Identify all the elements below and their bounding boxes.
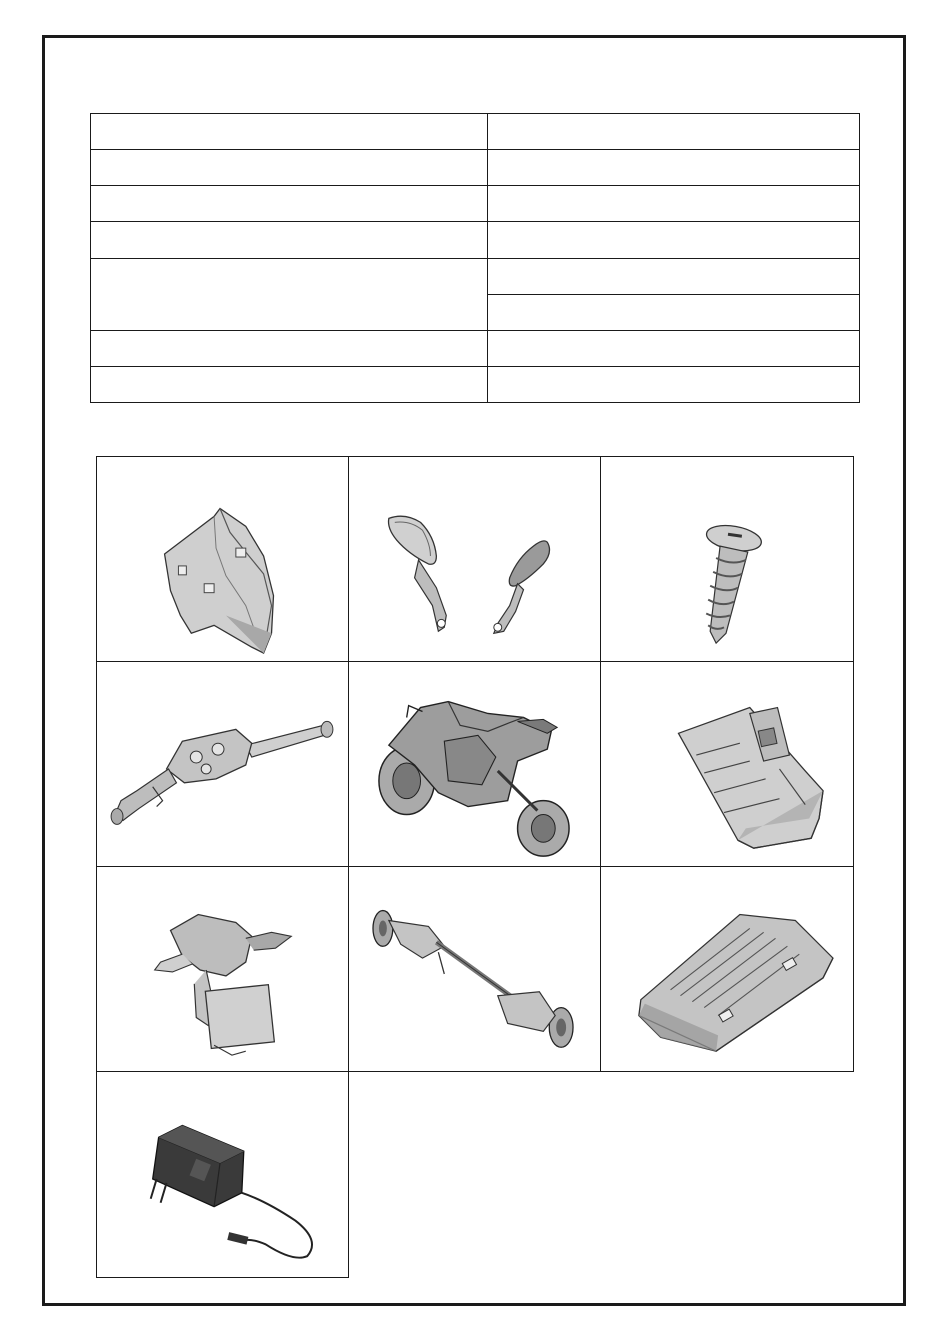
table-cell xyxy=(91,330,488,366)
table-row xyxy=(91,258,860,294)
table-cell xyxy=(91,186,488,222)
charger-icon xyxy=(97,1072,348,1277)
part-cell-motorcycle xyxy=(348,661,601,867)
battery-cover-icon xyxy=(601,867,853,1071)
table-cell xyxy=(91,114,488,150)
table-row xyxy=(91,114,860,150)
part-cell-foot-pedal xyxy=(600,661,854,867)
spec-table xyxy=(90,113,860,403)
mirrors-icon xyxy=(349,457,600,661)
part-cell-rear-axle xyxy=(348,866,601,1072)
table-cell xyxy=(91,222,488,258)
table-cell xyxy=(488,330,860,366)
front-fairing-icon xyxy=(97,457,348,661)
table-cell xyxy=(488,150,860,186)
table-row xyxy=(91,222,860,258)
part-cell-front-fairing xyxy=(96,456,349,662)
table-cell xyxy=(488,222,860,258)
parts-grid xyxy=(96,456,854,1278)
table-cell xyxy=(488,366,860,402)
motorcycle-icon xyxy=(349,662,600,866)
part-cell-battery-cover xyxy=(600,866,854,1072)
table-cell xyxy=(488,186,860,222)
handlebar-icon xyxy=(97,662,348,866)
part-cell-screw xyxy=(600,456,854,662)
rear-axle-wheels-icon xyxy=(349,867,600,1071)
screw-icon xyxy=(601,457,853,661)
rear-fender-license-plate-icon xyxy=(97,867,348,1071)
table-cell xyxy=(488,114,860,150)
part-cell-mirrors xyxy=(348,456,601,662)
table-row xyxy=(91,366,860,402)
table-cell xyxy=(488,294,860,330)
foot-pedal-icon xyxy=(601,662,853,866)
part-cell-handlebar xyxy=(96,661,349,867)
table-row xyxy=(91,186,860,222)
part-cell-charger xyxy=(96,1071,349,1278)
table-row xyxy=(91,150,860,186)
table-cell xyxy=(488,258,860,294)
table-cell xyxy=(91,150,488,186)
part-cell-rear-fender xyxy=(96,866,349,1072)
table-row xyxy=(91,330,860,366)
table-cell xyxy=(91,366,488,402)
table-cell xyxy=(91,258,488,330)
